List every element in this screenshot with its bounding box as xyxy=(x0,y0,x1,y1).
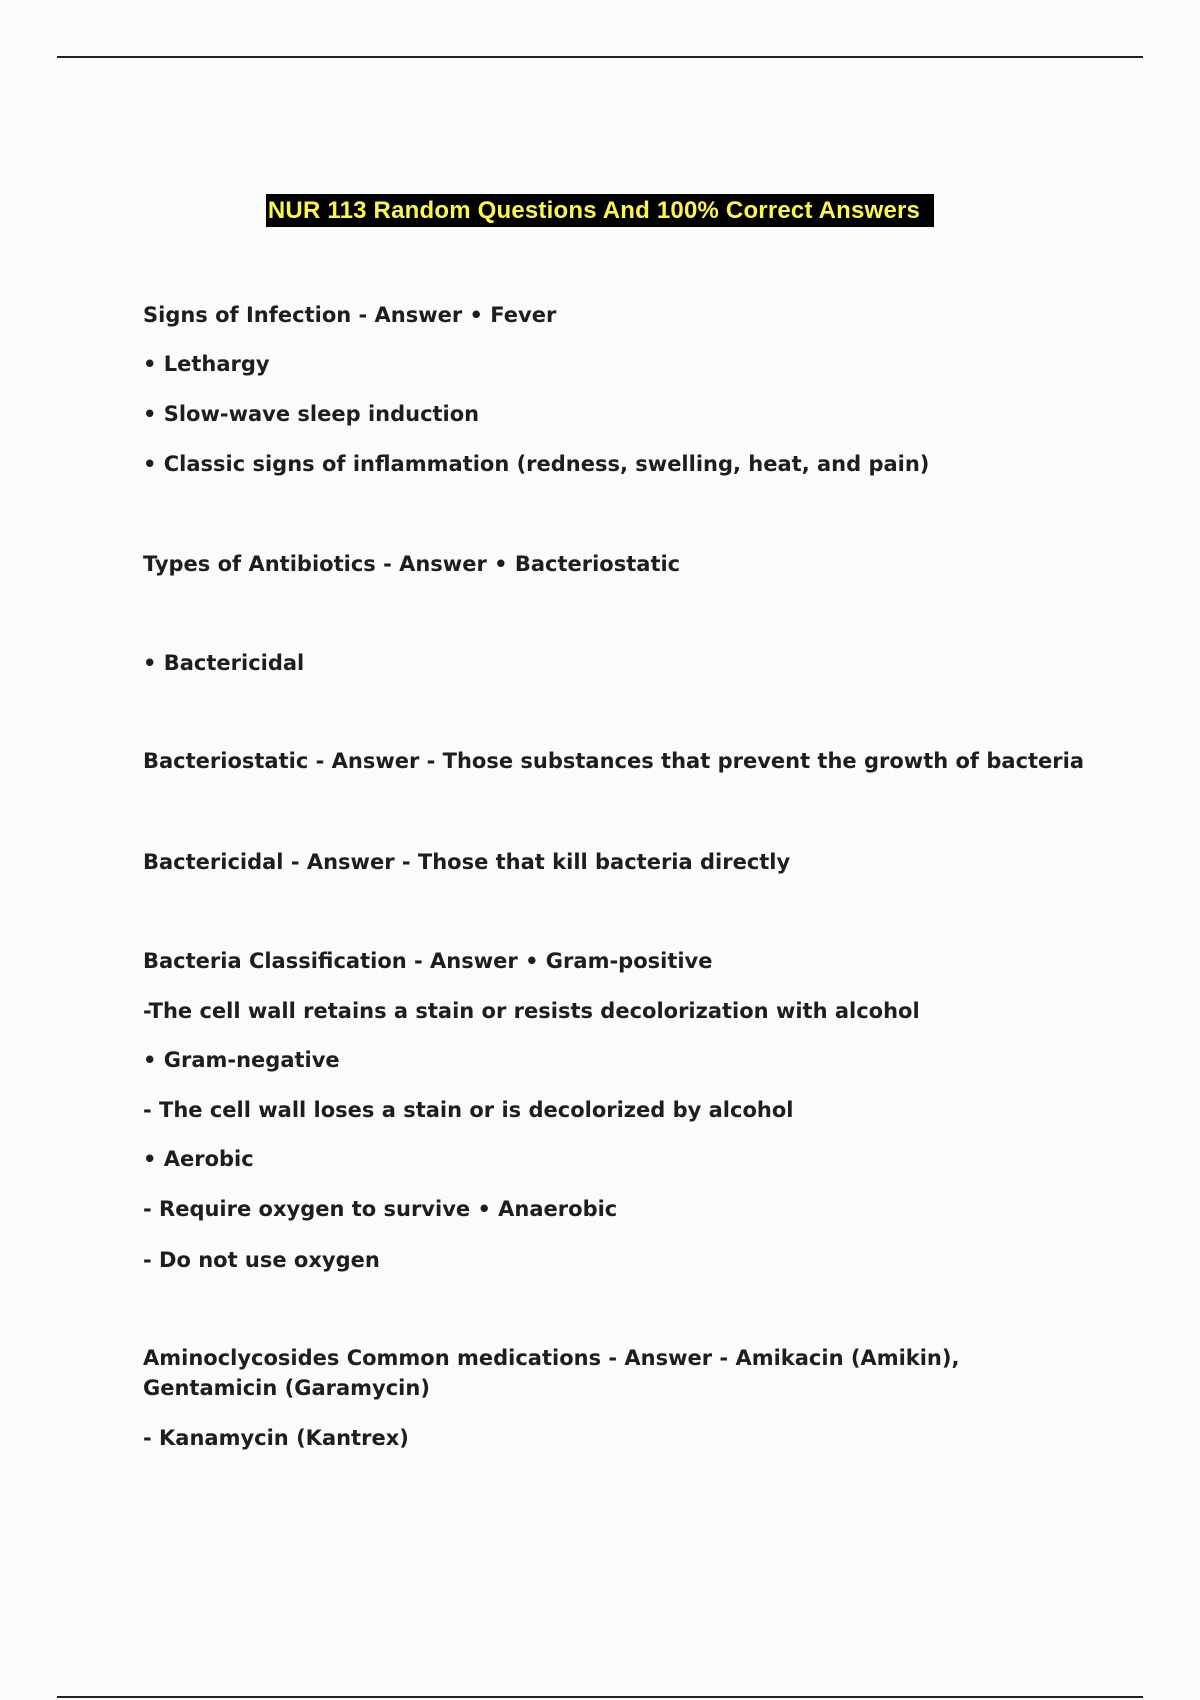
signs-of-infection-line: Signs of Infection - Answer • Fever xyxy=(143,303,557,327)
header-rule xyxy=(57,56,1143,58)
gram-positive-description-line: -The cell wall retains a stain or resists decolorization with alcohol xyxy=(143,999,920,1023)
document-title: NUR 113 Random Questions And 100% Correct Answers xyxy=(266,194,934,227)
gram-negative-description-line: - The cell wall loses a stain or is decolorized by alcohol xyxy=(143,1098,794,1122)
aminoglycosides-line: Aminoclycosides Common medications - Answer - Amikacin (Amikin), Gentamicin (Garamycin) xyxy=(143,1346,960,1400)
types-of-antibiotics-line: Types of Antibiotics - Answer • Bacteriostatic xyxy=(143,552,681,576)
bacteria-classification-line: Bacteria Classification - Answer • Gram-positive xyxy=(143,949,713,973)
slow-wave-sleep-line: • Slow-wave sleep induction xyxy=(143,402,480,426)
bacteriostatic-definition-line: Bacteriostatic - Answer - Those substances that prevent the growth of bacteria xyxy=(143,749,1085,773)
footer-rule xyxy=(57,1696,1143,1698)
bactericidal-bullet-line: • Bactericidal xyxy=(143,651,305,675)
kanamycin-line: - Kanamycin (Kantrex) xyxy=(143,1426,409,1450)
aerobic-line: • Aerobic xyxy=(143,1147,254,1171)
title-container xyxy=(0,194,1200,227)
aerobic-description-line: - Require oxygen to survive • Anaerobic xyxy=(143,1197,618,1221)
bactericidal-definition-line: Bactericidal - Answer - Those that kill bacteria directly xyxy=(143,850,791,874)
anaerobic-description-line: - Do not use oxygen xyxy=(143,1248,380,1272)
gram-negative-line: • Gram-negative xyxy=(143,1048,340,1072)
lethargy-line: • Lethargy xyxy=(143,352,270,376)
inflammation-signs-line: • Classic signs of inflammation (redness, swelling, heat, and pain) xyxy=(143,452,930,476)
